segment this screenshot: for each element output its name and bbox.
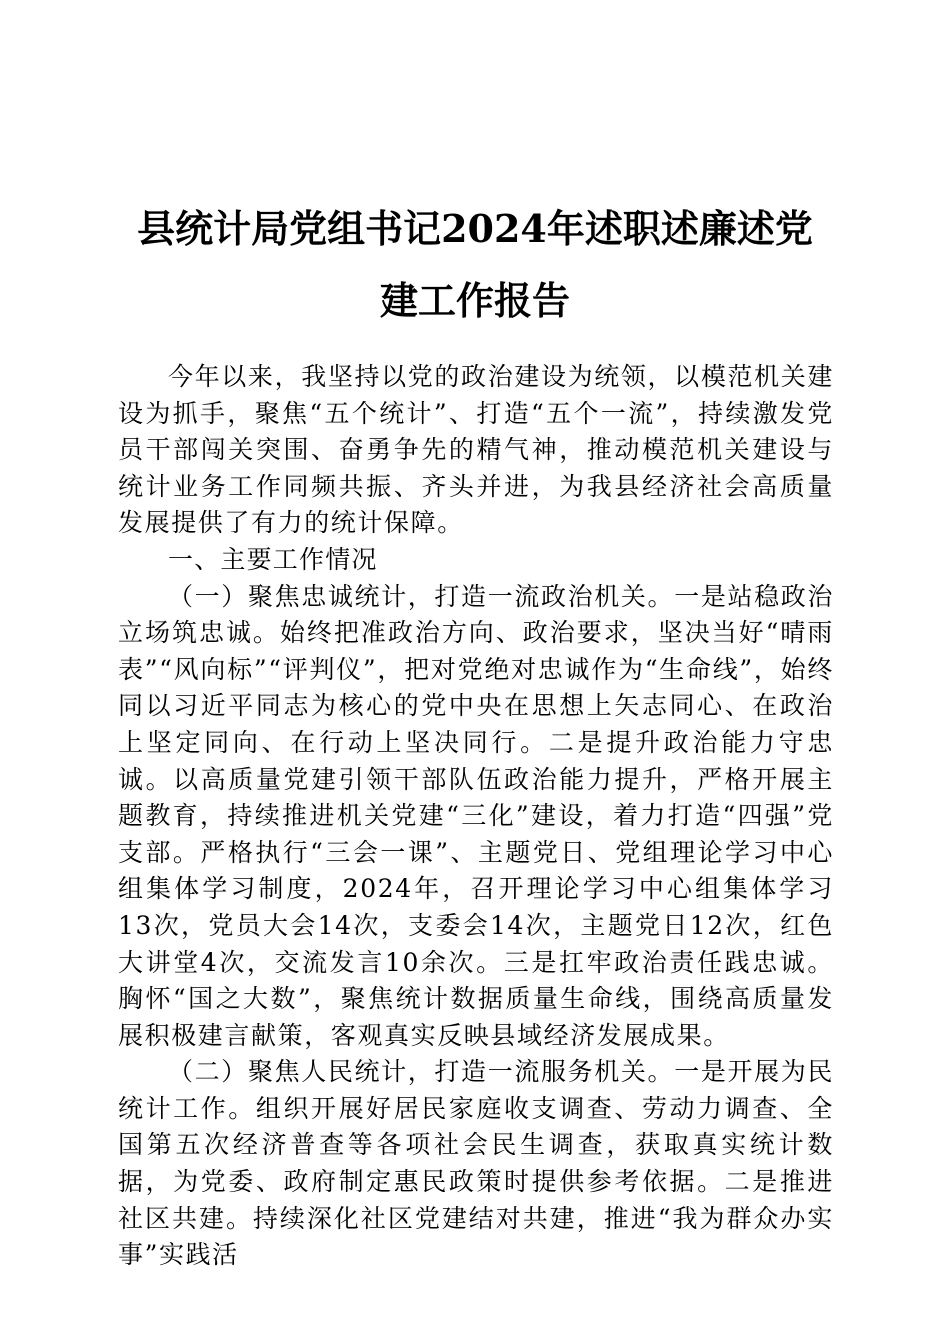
subsection-2-paragraph — [118, 1054, 834, 1274]
subsection-1-lead: （一）聚焦忠诚统计，打造一流政治机关。 — [168, 581, 675, 611]
document-title: 县统计局党组书记2024年述职述廉述党建工作报告 — [137, 206, 813, 324]
intro-paragraph: 今年以来，我坚持以党的政治建设为统领，以模范机关建设为抓手，聚焦“五个统计”、打造“五个一流”，持续激发党员干部闯关突围、奋勇争先的精气神，推动模范机关建设与统计业务工作同频共振、齐头并进，为我县经济社会高质量发展提供了有力的统计保障。 — [118, 362, 834, 538]
subsection-1-paragraph — [118, 579, 834, 1055]
section-heading-main-work: 一、主要工作情况 — [168, 544, 378, 574]
document-body — [118, 359, 834, 1274]
subsection-1-body: 一是站稳政治立场筑忠诚。始终把准政治方向、政治要求，坚决当好“晴雨表”“风向标”“评判仪”，把对党绝对忠诚作为“生命线”，始终同以习近平同志为核心的党中央在思想上矢志同心、在政治上坚定同向、在行动上坚决同行。二是提升政治能力守忠诚。以高质量党建引领干部队伍政治能力提升，严格开展主题教育，持续推进机关党建“三化”建设，着力打造“四强”党支部。严格执行“三会一课”、主题党日、党组理论学习中心组集体学习制度，2024年，召开理论学习中心组集体学习13次，党员大会14次，支委会14次，主题党日12次，红色大讲堂4次，交流发言10余次。三是扛牢政治责任践忠诚。胸怀“国之大数”，聚焦统计数据质量生命线，围绕高质量发展积极建言献策，客观真实反映县域经济发展成果。 — [118, 581, 834, 1050]
subsection-2-body: 一是开展为民统计工作。组织开展好居民家庭收支调查、劳动力调查、全国第五次经济普查等各项社会民生调查，获取真实统计数据，为党委、政府制定惠民政策时提供参考依据。二是推进社区共建。持续深化社区党建结对共建，推进“我为群众办实事”实践活 — [118, 1057, 834, 1270]
subsection-2-lead: （二）聚焦人民统计，打造一流服务机关。 — [168, 1057, 675, 1087]
